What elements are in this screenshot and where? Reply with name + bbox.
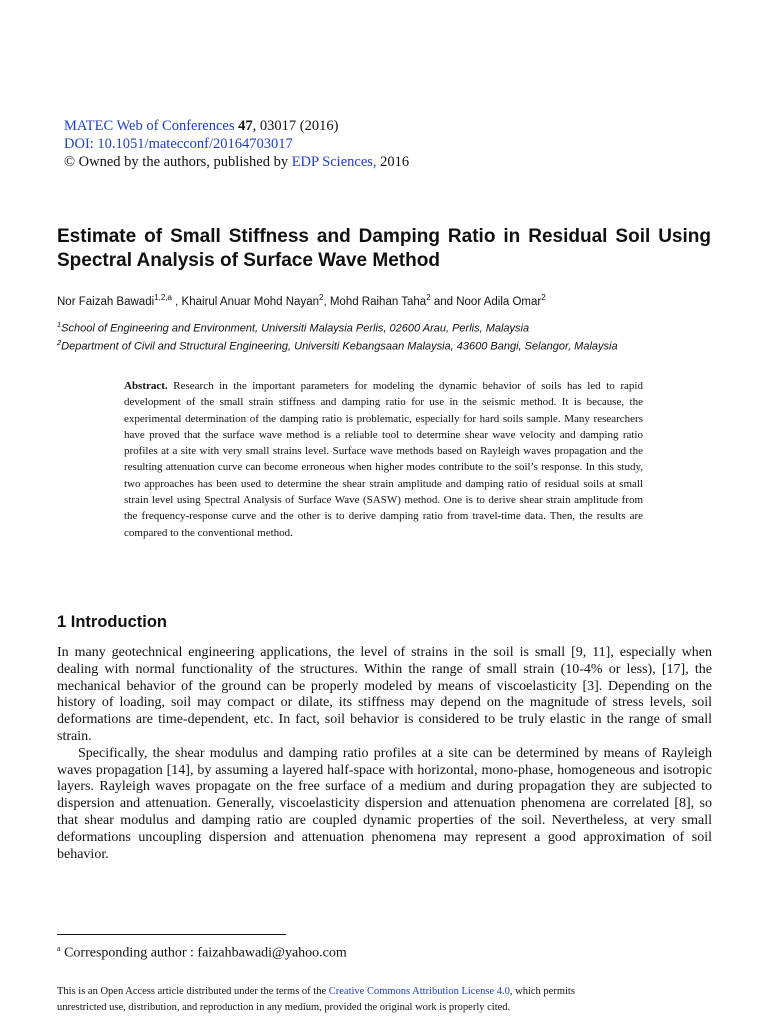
author-affiliation-mark: 1,2,a [154, 293, 172, 302]
abstract-text: Research in the important parameters for modeling the dynamic behavior of soils has led to rapid development of the small strain stiffness and damping ratio for use in the seismic method. It is because, the experimental determination of the damping ratio is problematic, especially for hard soils sample. Many researchers have proved that the surface wave method is a reliable tool to determine shear wave velocity and damping ratio profiles at a site with very small strains level. Surface wave methods based on Rayleigh waves propagation and the resulting attenuation curve can become erroneous when higher modes contribute to the soil’s response. In this study, two approaches has been used to determine the shear strain amplitude and damping ratio of residual soils at small strain level using Spectral Analysis of Surface Wave (SASW) method. One is to derive shear strain amplitude from the frequency-response curve and the other is to derive damping ratio from travel-time data. Then, the results are compared to the conventional method. [124, 380, 643, 539]
author-name: Noor Adila Omar [456, 295, 542, 308]
abstract [124, 378, 643, 541]
journal-header [64, 117, 409, 171]
section-heading: 1 Introduction [57, 613, 167, 631]
journal-article-number: , 03017 (2016) [252, 118, 339, 134]
author-separator: , [171, 295, 182, 308]
journal-volume: 47 [238, 118, 253, 134]
author-affiliation-mark: 2 [426, 293, 431, 302]
body-paragraph: Specifically, the shear modulus and damping ratio profiles at a site can be determined by means of Rayleigh waves propagation [14], by assuming a layered half-space with horizontal, mono-phase, homogeneous and isotropic layers. Rayleigh waves propagate on the free surface of a medium and during propagation they are subjected to dispersion and attenuation. Generally, viscoelasticity dispersion and attenuation phenomena are correlated [8], so that shear modulus and damping ratio are coupled dynamic properties of the soil. Nevertheless, at very small deformations uncoupling dispersion and attenuation phenomena may represent a good approximation of soil behavior. [57, 745, 712, 862]
doi-link[interactable]: DOI: 10.1051/matecconf/20164703017 [64, 136, 293, 152]
license-link[interactable]: Creative Commons Attribution License 4.0 [328, 986, 510, 997]
body-paragraph: In many geotechnical engineering applications, the level of strains in the soil is small [9, 11], especially when dealing with normal functionality of the structures. Within the range of small strain (10-4% or less), [17], the mechanical behavior of the ground can be properly modeled by means of viscoelasticity [3]. Depending on the history of loading, soil may compact or dilate, its stiffness may depend on the magnitude of stress levels, soil deformations are time-dependent, etc. In fact, soil behavior is considered to be truly elastic in the range of small strain. [57, 645, 712, 744]
license-text-end: , which permits [509, 986, 575, 997]
author-affiliation-mark: 2 [319, 293, 324, 302]
author-name: Nor Faizah Bawadi [57, 295, 155, 308]
publication-year: 2016 [376, 154, 410, 170]
journal-name-link[interactable]: MATEC Web of Conferences [64, 118, 235, 134]
affiliation-item [57, 318, 737, 336]
ownership-line [64, 153, 409, 171]
publisher-link[interactable]: EDP Sciences, [291, 154, 377, 170]
affiliation-text: School of Engineering and Environment, Universiti Malaysia Perlis, 02600 Arau, Perlis, Malaysia [61, 322, 530, 335]
license-notice [57, 984, 713, 1016]
footnote [57, 944, 347, 962]
affiliation-mark: 1 [57, 320, 62, 329]
license-line-2: unrestricted use, distribution, and reproduction in any medium, provided the original work is properly cited. [57, 1002, 511, 1013]
author-separator: , [323, 295, 330, 308]
author-separator: and [430, 295, 457, 308]
affiliation-mark: 2 [57, 338, 62, 348]
paper-title: Estimate of Small Stiffness and Damping Ratio in Residual Soil Using Spectral Analysis of Surface Wave Method [57, 226, 711, 271]
footnote-text: Corresponding author : faizahbawadi@yahoo.com [60, 945, 347, 961]
footnote-mark: a [57, 944, 61, 953]
journal-citation-line [64, 117, 409, 135]
copyright-icon: © [64, 154, 76, 170]
affiliation-list [57, 318, 737, 354]
abstract-label: Abstract. [124, 380, 168, 392]
footnote-divider [57, 934, 286, 935]
license-text: This is an Open Access article distributed under the terms of the [57, 986, 329, 997]
ownership-text: Owned by the authors, published by [75, 154, 292, 170]
author-list [57, 293, 717, 308]
author-name: Mohd Raihan Taha [329, 295, 427, 308]
affiliation-item [57, 336, 737, 354]
affiliation-text: Department of Civil and Structural Engineering, Universiti Kebangsaan Malaysia, 43600 Bangi, Selangor, Malaysia [61, 340, 618, 353]
author-affiliation-mark: 2 [541, 293, 546, 302]
author-name: Khairul Anuar Mohd Nayan [181, 295, 319, 308]
section-body [57, 645, 712, 863]
